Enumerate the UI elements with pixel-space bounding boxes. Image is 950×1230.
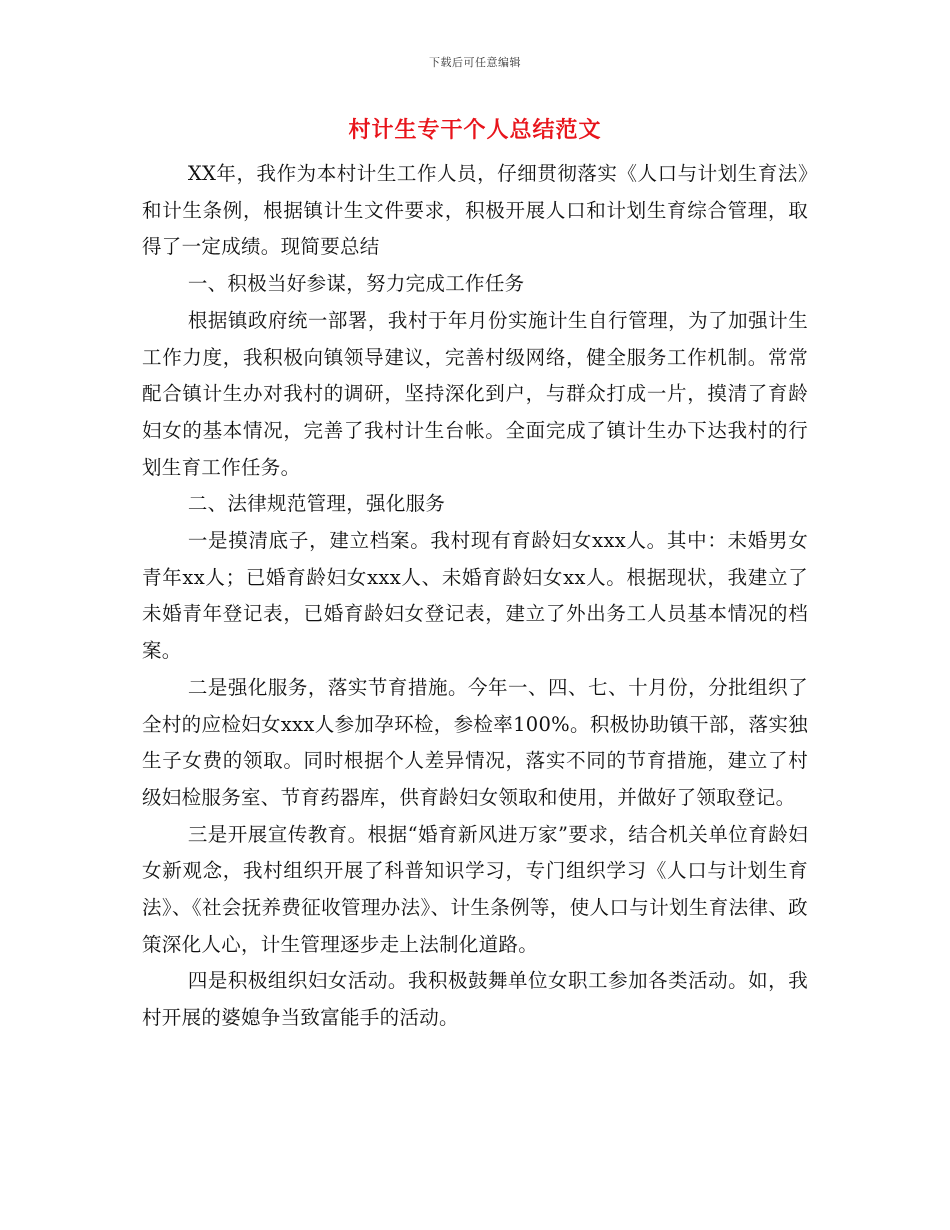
document-body (142, 156, 808, 1037)
section-heading-1: 一、积极当好参谋，努力完成工作任务 (187, 272, 525, 296)
section-heading-2: 二、法律规范管理，强化服务 (187, 492, 446, 516)
section-2-item-2: 二是强化服务，落实节育措施。今年一、四、七、十月份，分批组织了全村的应检妇女xxx人参加孕环检，参检率100%。积极协助镇干部，落实独生子女费的领取。同时根据个人差异情况，落实不同的节育措施，建立了村级妇检服务室、节育药器库，供育龄妇女领取和使用，并做好了领取登记。 (142, 675, 808, 809)
header-note: 下载后可任意编辑 (429, 56, 521, 69)
section-2-item-1: 一是摸清底子，建立档案。我村现有育龄妇女xxx人。其中：未婚男女青年xx人；已婚育龄妇女xxx人、未婚育龄妇女xx人。根据现状，我建立了未婚青年登记表，已婚育龄妇女登记表，建立了外出务工人员基本情况的档案。 (142, 529, 808, 663)
section-2-item-3: 三是开展宣传教育。根据“婚育新风进万家”要求，结合机关单位育龄妇女新观念，我村组织开展了科普知识学习，专门组织学习《人口与计划生育法》、《社会抚养费征收管理办法》、计生条例等，使人口与计划生育法律、政策深化人心，计生管理逐步走上法制化道路。 (142, 822, 808, 956)
document-title: 村计生专干个人总结范文 (348, 117, 602, 143)
intro-paragraph: XX年，我作为本村计生工作人员，仔细贯彻落实《人口与计划生育法》和计生条例，根据镇计生文件要求，积极开展人口和计划生育综合管理，取得了一定成绩。现简要总结 (142, 162, 808, 259)
section-2-item-4: 四是积极组织妇女活动。我积极鼓舞单位女职工参加各类活动。如，我村开展的婆媳争当致富能手的活动。 (142, 969, 808, 1030)
section-1-paragraph: 根据镇政府统一部署，我村于年月份实施计生自行管理，为了加强计生工作力度，我积极向镇领导建议，完善村级网络，健全服务工作机制。常常配合镇计生办对我村的调研，坚持深化到户，与群众打成一片，摸清了育龄妇女的基本情况，完善了我村计生台帐。全面完成了镇计生办下达我村的行划生育工作任务。 (142, 308, 808, 479)
